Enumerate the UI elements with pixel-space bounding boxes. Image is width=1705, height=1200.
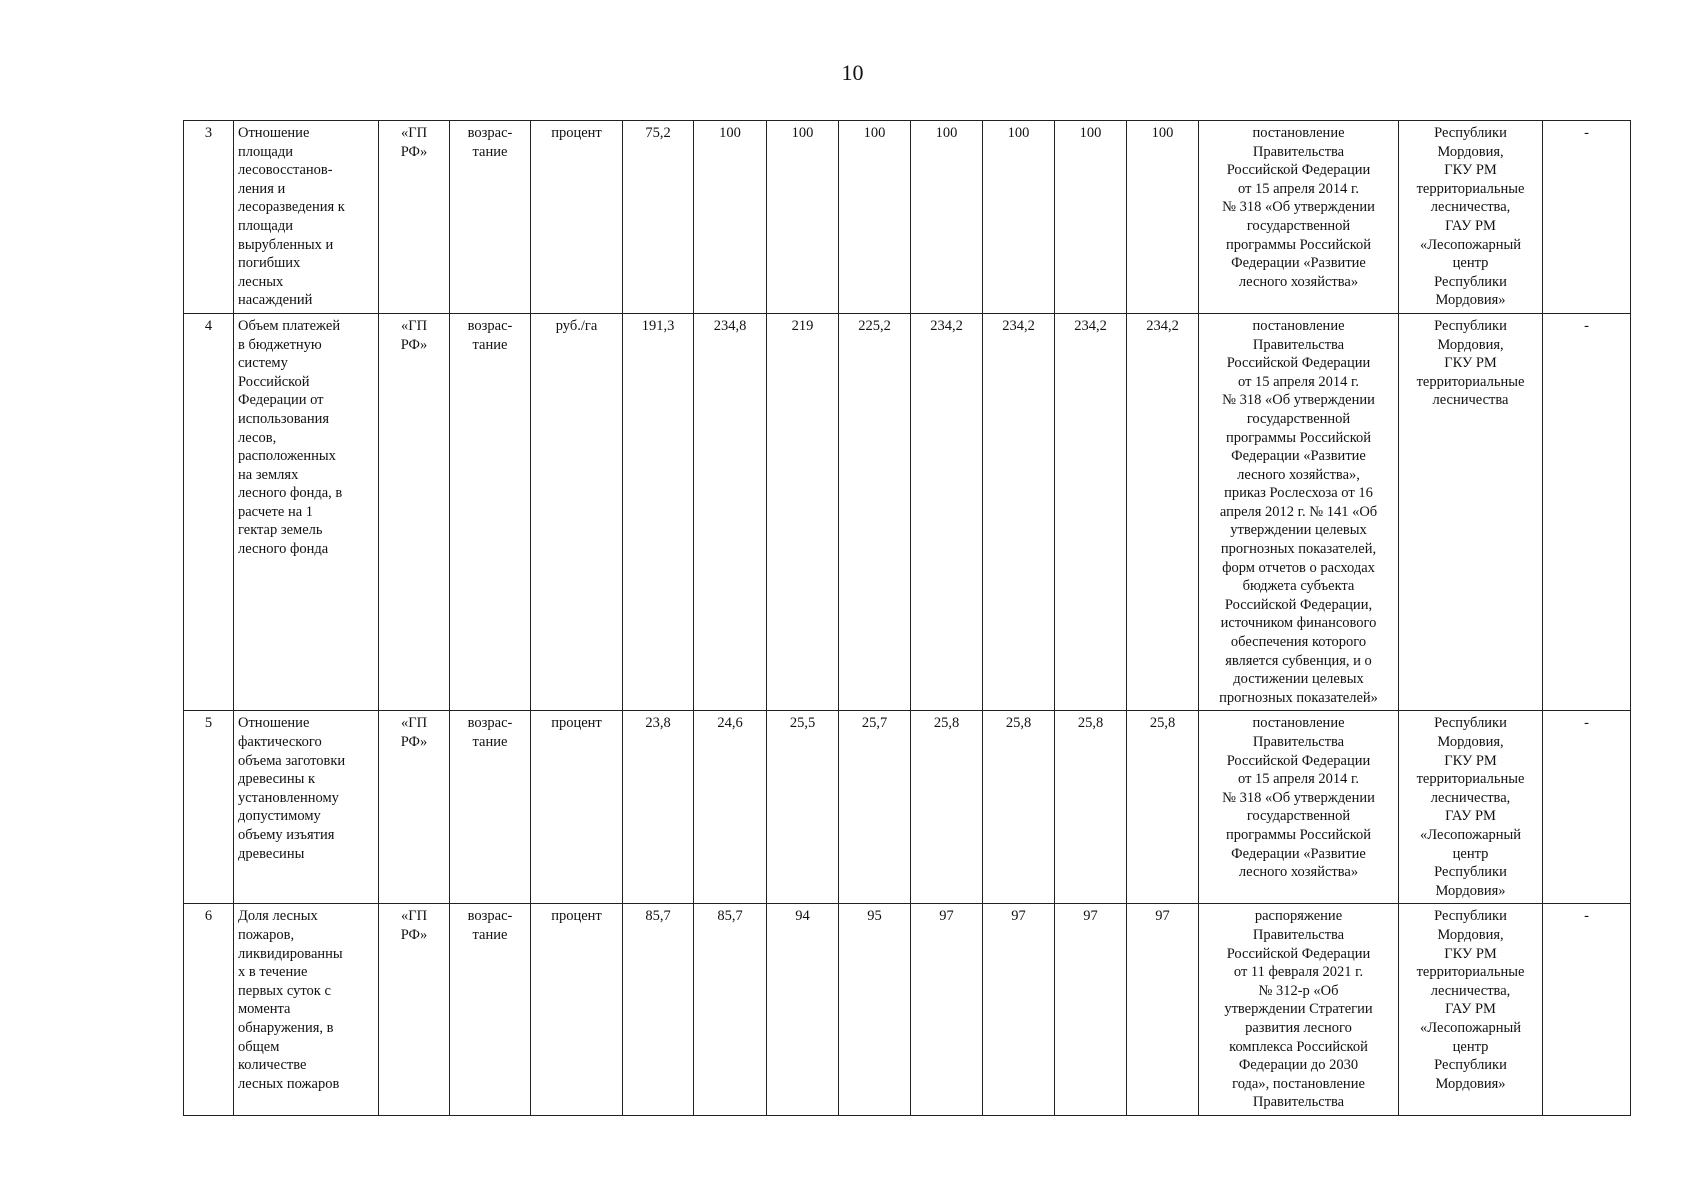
indicator-unit: руб./га — [531, 313, 623, 710]
value-cell: 25,8 — [911, 711, 983, 904]
note-cell: - — [1543, 121, 1631, 314]
value-cell: 100 — [767, 121, 839, 314]
indicator-unit: процент — [531, 711, 623, 904]
table-row — [184, 313, 1631, 710]
indicator-direction: возрас- тание — [450, 904, 531, 1116]
value-cell: 234,2 — [983, 313, 1055, 710]
indicator-name: Отношение площади лесовосстанов- ления и лесоразведения к площади вырубленных и погибших лесных насаждений — [234, 121, 379, 314]
value-cell: 97 — [911, 904, 983, 1116]
value-cell: 100 — [839, 121, 911, 314]
value-cell: 234,2 — [1055, 313, 1127, 710]
indicator-unit: процент — [531, 121, 623, 314]
value-cell: 85,7 — [694, 904, 767, 1116]
indicator-direction: возрас- тание — [450, 121, 531, 314]
note-cell: - — [1543, 711, 1631, 904]
row-number: 6 — [184, 904, 234, 1116]
value-cell: 100 — [694, 121, 767, 314]
indicator-source: «ГП РФ» — [379, 121, 450, 314]
indicator-unit: процент — [531, 904, 623, 1116]
value-cell: 100 — [911, 121, 983, 314]
row-number: 4 — [184, 313, 234, 710]
value-cell: 100 — [983, 121, 1055, 314]
value-cell: 85,7 — [623, 904, 694, 1116]
responsible-party: Республики Мордовия, ГКУ РМ территориальные лесничества, ГАУ РМ «Лесопожарный центр Республики Мордовия» — [1399, 121, 1543, 314]
responsible-party: Республики Мордовия, ГКУ РМ территориальные лесничества — [1399, 313, 1543, 710]
note-cell: - — [1543, 904, 1631, 1116]
value-cell: 225,2 — [839, 313, 911, 710]
value-cell: 24,6 — [694, 711, 767, 904]
value-cell: 100 — [1055, 121, 1127, 314]
table-row — [184, 904, 1631, 1116]
value-cell: 219 — [767, 313, 839, 710]
page-number: 10 — [841, 60, 864, 85]
value-cell: 75,2 — [623, 121, 694, 314]
row-number: 5 — [184, 711, 234, 904]
legal-basis: постановление Правительства Российской Федерации от 15 апреля 2014 г. № 318 «Об утверждении государственной программы Российской Федерации «Развитие лесного хозяйства» — [1199, 121, 1399, 314]
value-cell: 97 — [1055, 904, 1127, 1116]
value-cell: 95 — [839, 904, 911, 1116]
value-cell: 23,8 — [623, 711, 694, 904]
legal-basis: постановление Правительства Российской Федерации от 15 апреля 2014 г. № 318 «Об утверждении государственной программы Российской Федерации «Развитие лесного хозяйства» — [1199, 711, 1399, 904]
responsible-party: Республики Мордовия, ГКУ РМ территориальные лесничества, ГАУ РМ «Лесопожарный центр Республики Мордовия» — [1399, 904, 1543, 1116]
indicator-source: «ГП РФ» — [379, 313, 450, 710]
indicator-source: «ГП РФ» — [379, 904, 450, 1116]
indicator-direction: возрас- тание — [450, 711, 531, 904]
indicator-direction: возрас- тание — [450, 313, 531, 710]
legal-basis: распоряжение Правительства Российской Федерации от 11 февраля 2021 г. № 312-р «Об утверждении Стратегии развития лесного комплекса Российской Федерации до 2030 года», постановление Правительства — [1199, 904, 1399, 1116]
value-cell: 100 — [1127, 121, 1199, 314]
value-cell: 97 — [983, 904, 1055, 1116]
indicator-name: Отношение фактического объема заготовки древесины к установленному допустимому объему изъятия древесины — [234, 711, 379, 904]
note-cell: - — [1543, 313, 1631, 710]
indicator-source: «ГП РФ» — [379, 711, 450, 904]
value-cell: 25,8 — [1127, 711, 1199, 904]
indicators-table — [183, 120, 1631, 1116]
table-row — [184, 711, 1631, 904]
value-cell: 234,2 — [911, 313, 983, 710]
table-row — [184, 121, 1631, 314]
legal-basis: постановление Правительства Российской Федерации от 15 апреля 2014 г. № 318 «Об утверждении государственной программы Российской Федерации «Развитие лесного хозяйства», приказ Рослесхоза от 16 апреля 2012 г. № 141 «Об утверждении целевых прогнозных показателей, форм отчетов о расходах бюджета субъекта Российской Федерации, источником финансового обеспечения которого является субвенция, и о достижении целевых прогнозных показателей» — [1199, 313, 1399, 710]
value-cell: 94 — [767, 904, 839, 1116]
indicator-name: Доля лесных пожаров, ликвидированны х в течение первых суток с момента обнаружения, в общем количестве лесных пожаров — [234, 904, 379, 1116]
value-cell: 25,7 — [839, 711, 911, 904]
value-cell: 97 — [1127, 904, 1199, 1116]
row-number: 3 — [184, 121, 234, 314]
value-cell: 25,5 — [767, 711, 839, 904]
value-cell: 191,3 — [623, 313, 694, 710]
value-cell: 25,8 — [1055, 711, 1127, 904]
value-cell: 25,8 — [983, 711, 1055, 904]
indicator-name: Объем платежей в бюджетную систему Российской Федерации от использования лесов, расположенных на землях лесного фонда, в расчете на 1 гектар земель лесного фонда — [234, 313, 379, 710]
value-cell: 234,2 — [1127, 313, 1199, 710]
responsible-party: Республики Мордовия, ГКУ РМ территориальные лесничества, ГАУ РМ «Лесопожарный центр Республики Мордовия» — [1399, 711, 1543, 904]
value-cell: 234,8 — [694, 313, 767, 710]
